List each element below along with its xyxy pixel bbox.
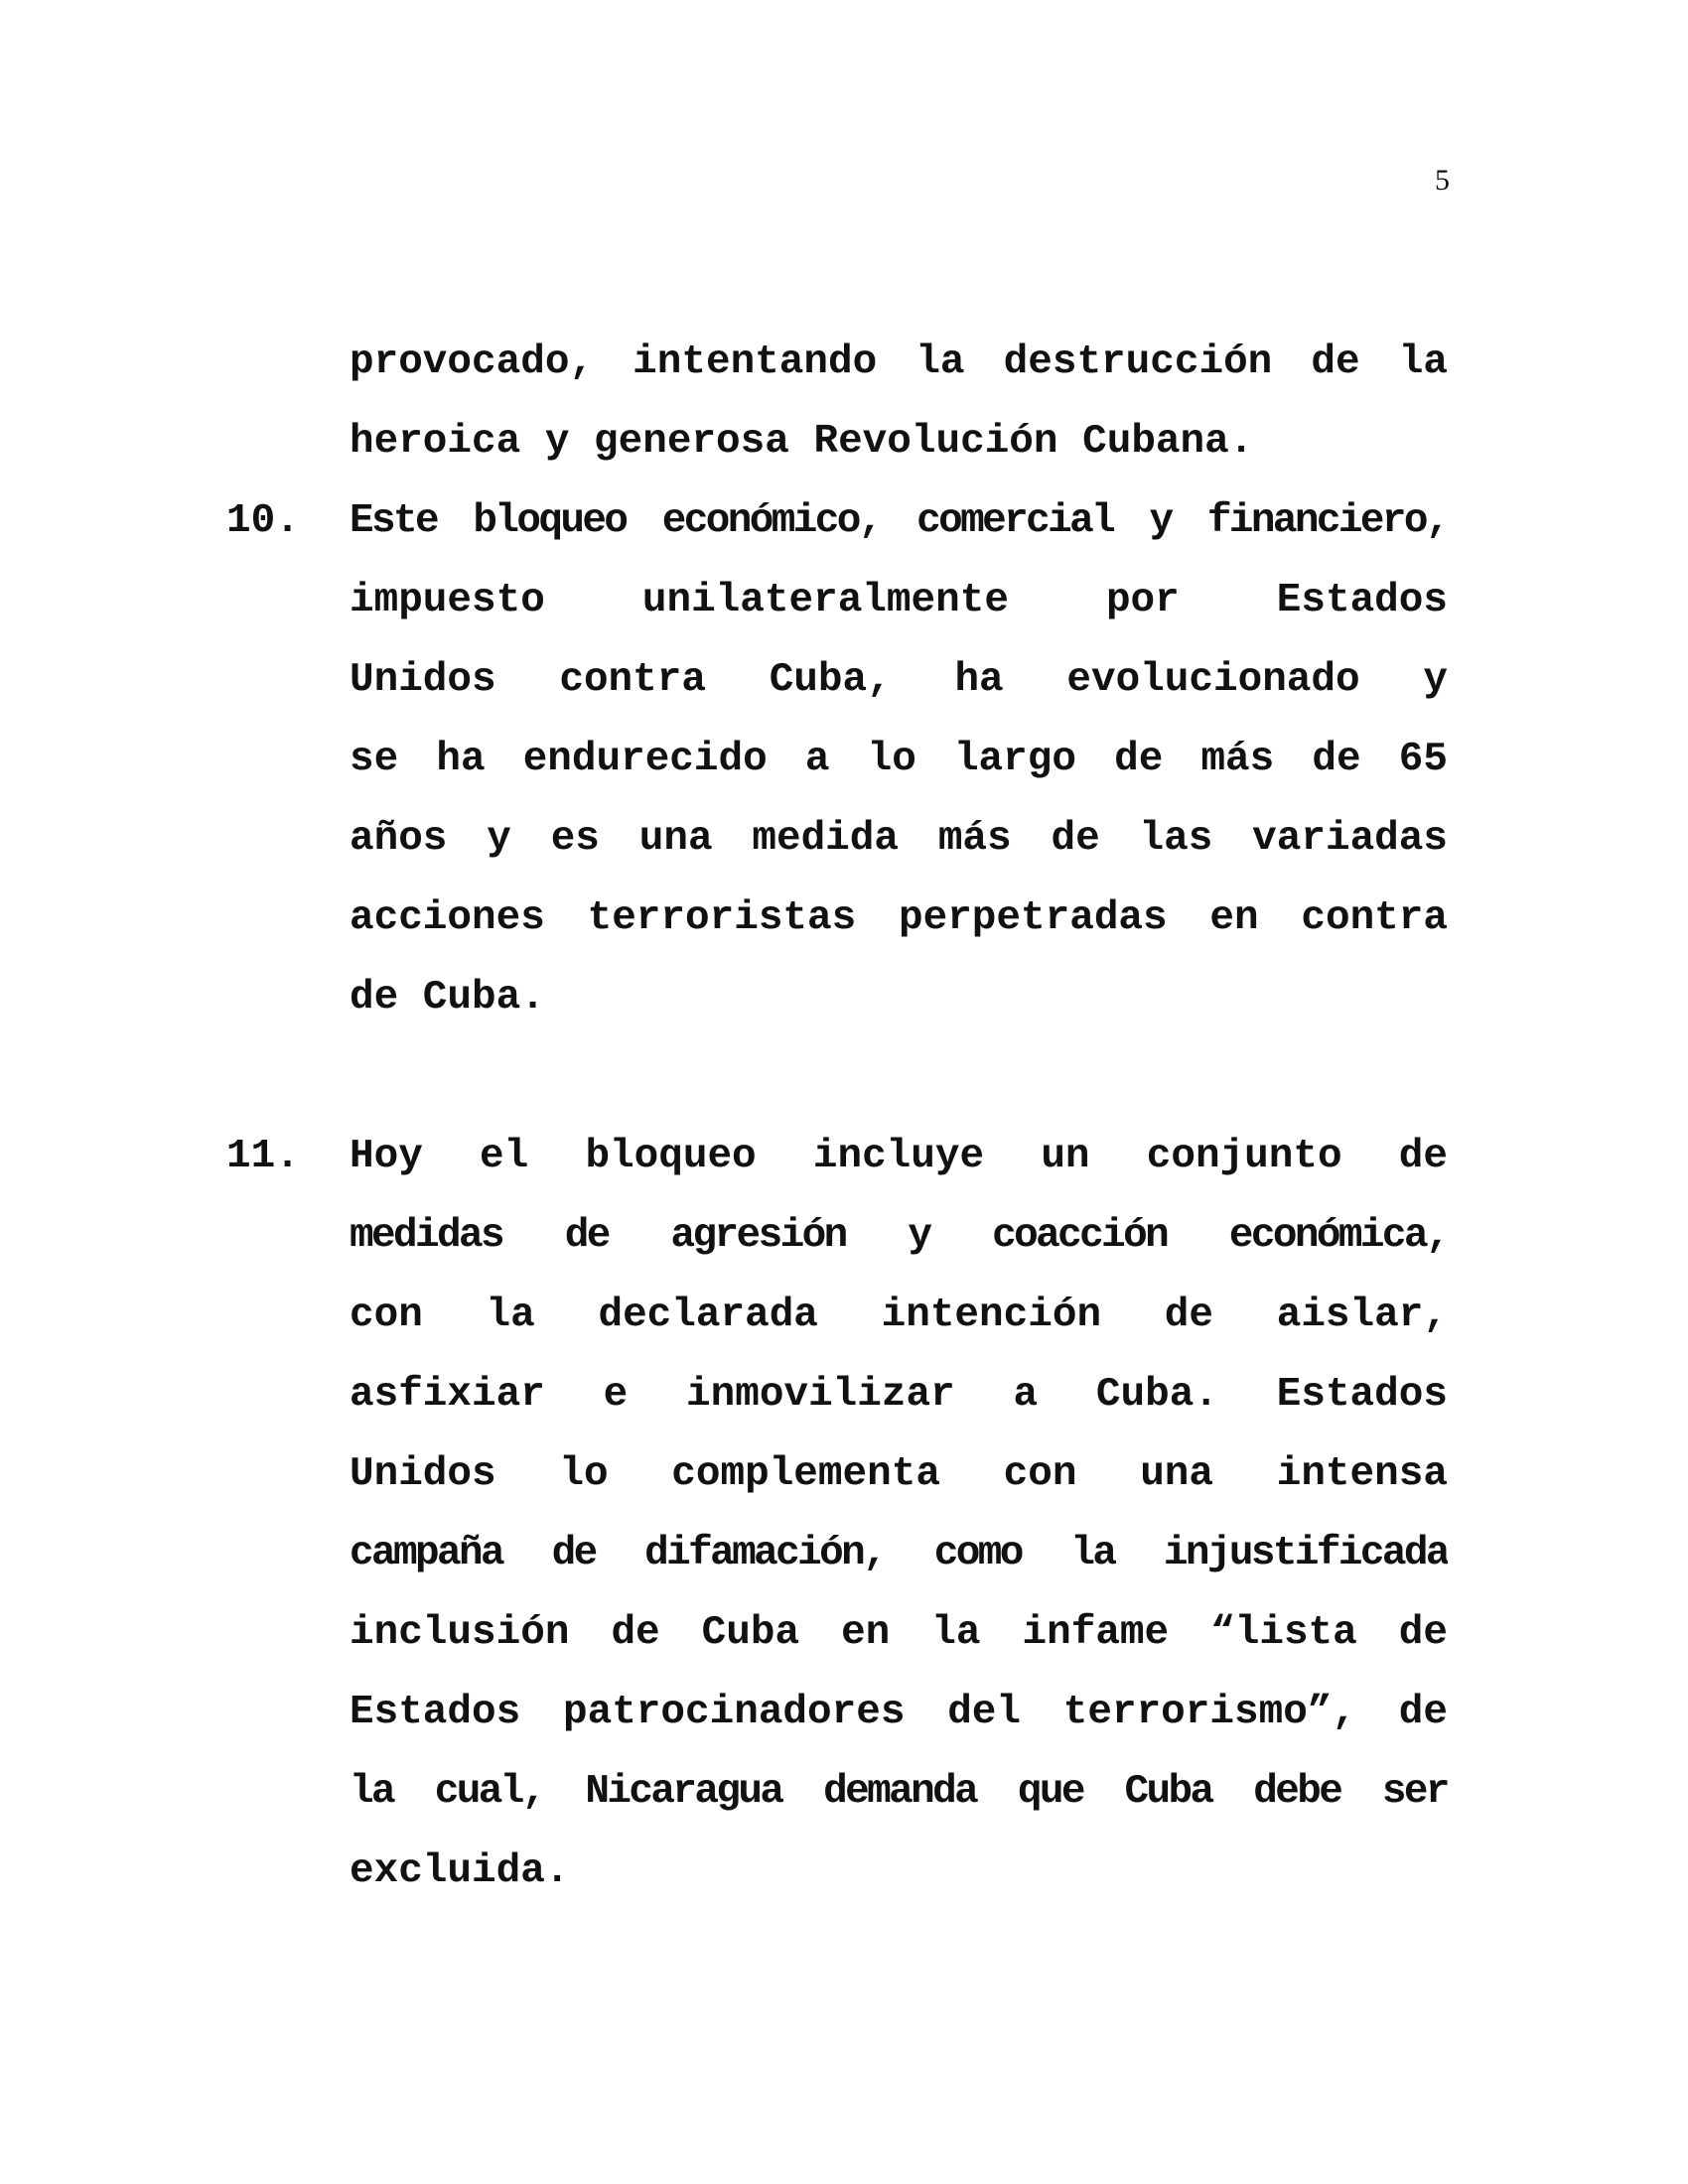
word: destrucción bbox=[1003, 340, 1273, 385]
word: económica, bbox=[1228, 1213, 1448, 1259]
item-10-line bbox=[350, 481, 1448, 561]
item-11-line bbox=[350, 1196, 1448, 1276]
word: bloqueo bbox=[585, 1134, 757, 1179]
word: de bbox=[1114, 737, 1164, 782]
word: ha bbox=[954, 657, 1004, 703]
word: la bbox=[350, 1769, 394, 1815]
word: de bbox=[564, 1213, 609, 1259]
item-11-line: excluida. bbox=[350, 1848, 570, 1894]
word: Estados bbox=[350, 1690, 521, 1735]
word: las bbox=[1139, 816, 1213, 862]
word: y bbox=[908, 1213, 930, 1259]
word: coacción bbox=[992, 1213, 1168, 1259]
item-11-line bbox=[350, 1355, 1448, 1434]
word: por bbox=[1105, 578, 1180, 623]
word: medida bbox=[752, 816, 899, 862]
item-11-line bbox=[350, 1752, 1448, 1832]
item-11-line bbox=[350, 1276, 1448, 1355]
word: Hoy bbox=[350, 1134, 423, 1179]
word: Este bbox=[350, 498, 438, 544]
word: la bbox=[931, 1610, 981, 1656]
word: con bbox=[1003, 1451, 1077, 1497]
word: la bbox=[1398, 340, 1448, 385]
word: la bbox=[1070, 1531, 1115, 1576]
word: incluye bbox=[812, 1134, 985, 1179]
word: impuesto bbox=[350, 578, 545, 623]
item-11-line bbox=[350, 1434, 1448, 1514]
word: económico, bbox=[661, 498, 881, 544]
word: contra bbox=[559, 657, 706, 703]
word: unilateralmente bbox=[641, 578, 1009, 623]
word: e bbox=[603, 1372, 629, 1418]
word: inmovilizar bbox=[686, 1372, 955, 1418]
word: es bbox=[550, 816, 600, 862]
word: comercial bbox=[916, 498, 1114, 544]
word: a bbox=[1013, 1372, 1039, 1418]
word: la bbox=[915, 340, 965, 385]
word: declarada bbox=[598, 1293, 818, 1338]
word: intentando bbox=[633, 340, 878, 385]
word: el bbox=[480, 1134, 529, 1179]
word: Cuba, bbox=[769, 657, 892, 703]
word: de bbox=[1398, 1610, 1448, 1656]
word: Nicaragua bbox=[585, 1769, 782, 1815]
word: una bbox=[1140, 1451, 1213, 1497]
word: de bbox=[1051, 816, 1100, 862]
word: años bbox=[350, 816, 448, 862]
word: campaña bbox=[350, 1531, 503, 1576]
item-11-line bbox=[350, 1117, 1448, 1196]
word: demanda bbox=[823, 1769, 977, 1815]
page-number: 5 bbox=[1435, 164, 1450, 197]
word: endurecido bbox=[522, 737, 768, 782]
word: de bbox=[1164, 1293, 1213, 1338]
word: que bbox=[1017, 1769, 1083, 1815]
word: como bbox=[933, 1531, 1022, 1576]
word: se bbox=[350, 737, 399, 782]
item-10-line bbox=[350, 561, 1448, 640]
item-11-line bbox=[350, 1593, 1448, 1673]
word: difamación, bbox=[644, 1531, 886, 1576]
word: financiero, bbox=[1206, 498, 1448, 544]
word: la bbox=[486, 1293, 535, 1338]
word: evolucionado bbox=[1066, 657, 1360, 703]
word: de bbox=[1398, 1690, 1448, 1735]
continuation-line bbox=[350, 323, 1448, 402]
word: de bbox=[611, 1610, 660, 1656]
item-10-line bbox=[350, 799, 1448, 879]
word: de bbox=[551, 1531, 596, 1576]
word: de bbox=[1398, 1134, 1448, 1179]
word: terroristas bbox=[587, 895, 857, 941]
word: más bbox=[937, 816, 1012, 862]
word: y bbox=[1149, 498, 1172, 544]
word: acciones bbox=[350, 895, 545, 941]
word: lo bbox=[867, 737, 916, 782]
item-10-line: de Cuba. bbox=[350, 975, 545, 1021]
word: Cuba. bbox=[1095, 1372, 1218, 1418]
word: intensa bbox=[1276, 1451, 1448, 1497]
word: complementa bbox=[671, 1451, 940, 1497]
word: cual, bbox=[434, 1769, 544, 1815]
word: en bbox=[841, 1610, 891, 1656]
word: perpetradas bbox=[899, 895, 1168, 941]
item-11-line bbox=[350, 1673, 1448, 1752]
word: injustificada bbox=[1163, 1531, 1448, 1576]
item-11-line bbox=[350, 1514, 1448, 1593]
word: asfixiar bbox=[350, 1372, 545, 1418]
word: “lista bbox=[1210, 1610, 1357, 1656]
item-number-11: 11. bbox=[226, 1134, 300, 1179]
word: una bbox=[638, 816, 713, 862]
word: con bbox=[350, 1293, 423, 1338]
item-number-10: 10. bbox=[226, 498, 300, 544]
item-10-line bbox=[350, 879, 1448, 958]
word: medidas bbox=[350, 1213, 503, 1259]
word: y bbox=[487, 816, 511, 862]
word: agresión bbox=[670, 1213, 846, 1259]
word: de bbox=[1312, 737, 1361, 782]
word: ha bbox=[436, 737, 486, 782]
word: ser bbox=[1381, 1769, 1448, 1815]
word: patrocinadores bbox=[562, 1690, 906, 1735]
word: debe bbox=[1253, 1769, 1341, 1815]
word: variadas bbox=[1252, 816, 1448, 862]
word: Estados bbox=[1276, 1372, 1448, 1418]
word: a bbox=[804, 737, 830, 782]
word: aislar, bbox=[1276, 1293, 1448, 1338]
word: terrorismo”, bbox=[1062, 1690, 1357, 1735]
continuation-line: heroica y generosa Revolución Cubana. bbox=[350, 419, 1254, 465]
word: Cuba bbox=[701, 1610, 800, 1656]
word: Estados bbox=[1276, 578, 1448, 623]
word: conjunto bbox=[1146, 1134, 1342, 1179]
word: Unidos bbox=[350, 657, 496, 703]
word: largo bbox=[953, 737, 1076, 782]
word: más bbox=[1200, 737, 1275, 782]
item-10-line bbox=[350, 720, 1448, 799]
word: y bbox=[1423, 657, 1448, 703]
word: Cuba bbox=[1124, 1769, 1212, 1815]
word: intención bbox=[881, 1293, 1102, 1338]
word: bloqueo bbox=[473, 498, 627, 544]
word: de bbox=[1311, 340, 1360, 385]
word: Unidos bbox=[350, 1451, 496, 1497]
word: 65 bbox=[1398, 737, 1448, 782]
word: del bbox=[947, 1690, 1022, 1735]
word: provocado, bbox=[350, 340, 595, 385]
word: contra bbox=[1301, 895, 1448, 941]
item-10-line bbox=[350, 640, 1448, 720]
word: un bbox=[1041, 1134, 1090, 1179]
word: lo bbox=[559, 1451, 609, 1497]
word: en bbox=[1209, 895, 1259, 941]
word: infame bbox=[1022, 1610, 1170, 1656]
word: inclusión bbox=[350, 1610, 570, 1656]
